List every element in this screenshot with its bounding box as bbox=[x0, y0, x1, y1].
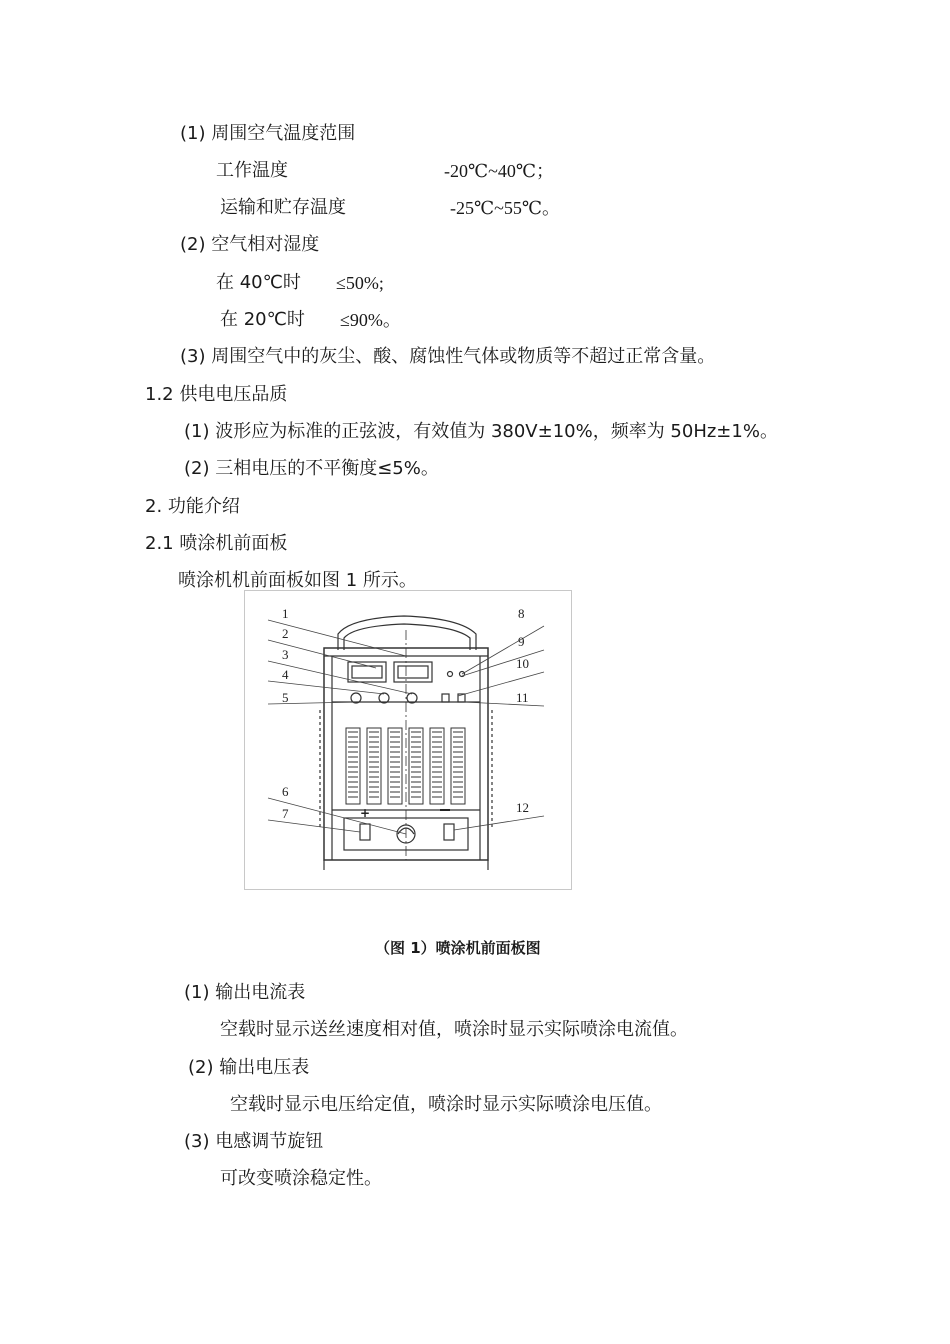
humidity-20-label: 在 20℃时 bbox=[220, 309, 305, 330]
temp-heading: (1) 周围空气温度范围 bbox=[180, 123, 356, 144]
front-panel-figure bbox=[244, 590, 572, 890]
callout-3: 3 bbox=[282, 647, 289, 662]
callout-1: 1 bbox=[282, 606, 289, 621]
humidity-heading: (2) 空气相对湿度 bbox=[180, 234, 320, 255]
humidity-40-value: ≤50%; bbox=[336, 273, 384, 293]
callout-5: 5 bbox=[282, 690, 289, 705]
work-temp-label: 工作温度 bbox=[216, 160, 288, 181]
callout-7: 7 bbox=[282, 806, 289, 821]
callout-10: 10 bbox=[516, 656, 529, 671]
power-item-1: (1) 波形应为标准的正弦波，有效值为 380V±10%，频率为 50Hz±1%。 bbox=[184, 421, 778, 442]
humidity-40-label: 在 40℃时 bbox=[216, 272, 301, 293]
callout-2: 2 bbox=[282, 626, 289, 641]
front-panel-intro: 喷涂机机前面板如图 1 所示。 bbox=[178, 570, 417, 591]
item-2-desc: 空载时显示电压给定值，喷涂时显示实际喷涂电压值。 bbox=[230, 1094, 662, 1115]
item-2-title: (2) 输出电压表 bbox=[188, 1057, 310, 1078]
figure-caption: （图 1）喷涂机前面板图 bbox=[375, 939, 541, 957]
callout-4: 4 bbox=[282, 667, 289, 682]
item-3-desc: 可改变喷涂稳定性。 bbox=[220, 1168, 382, 1189]
item-1-desc: 空载时显示送丝速度相对值，喷涂时显示实际喷涂电流值。 bbox=[220, 1019, 688, 1040]
callout-9: 9 bbox=[518, 634, 525, 649]
svg-text:+: + bbox=[360, 806, 371, 820]
callout-8: 8 bbox=[518, 606, 525, 621]
callout-12: 12 bbox=[516, 800, 529, 815]
functions-heading: 2. 功能介绍 bbox=[145, 496, 240, 517]
item-1-title: (1) 输出电流表 bbox=[184, 982, 306, 1003]
power-item-2: (2) 三相电压的不平衡度≤5%。 bbox=[184, 458, 439, 479]
humidity-20-value: ≤90%。 bbox=[340, 310, 401, 330]
callout-6: 6 bbox=[282, 784, 289, 799]
dust-condition: (3) 周围空气中的灰尘、酸、腐蚀性气体或物质等不超过正常含量。 bbox=[180, 346, 716, 367]
front-panel-heading: 2.1 喷涂机前面板 bbox=[145, 533, 288, 554]
storage-temp-label: 运输和贮存温度 bbox=[220, 197, 346, 218]
callout-11: 11 bbox=[516, 690, 529, 705]
power-heading: 1.2 供电电压品质 bbox=[145, 384, 288, 405]
item-3-title: (3) 电感调节旋钮 bbox=[184, 1131, 324, 1152]
storage-temp-value: -25℃~55℃。 bbox=[450, 198, 561, 218]
work-temp-value: -20℃~40℃； bbox=[444, 161, 555, 181]
